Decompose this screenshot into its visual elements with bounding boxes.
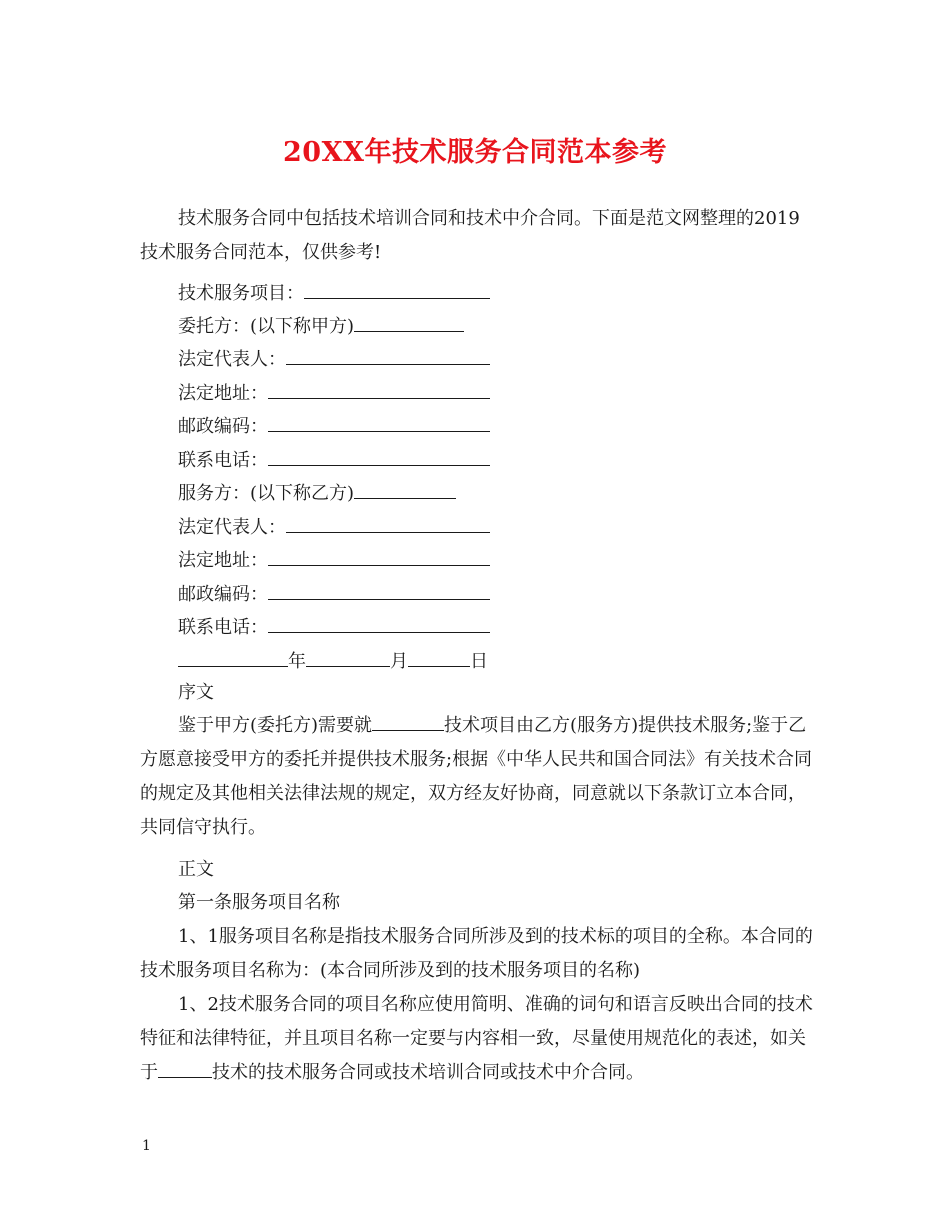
field-label: 邮政编码： [178, 584, 268, 605]
field-client [178, 313, 464, 339]
date-year: 年 [288, 651, 306, 672]
document-title: 20XX年技术服务合同范本参考 [283, 137, 667, 168]
field-provider-postcode [178, 581, 490, 607]
date-day: 日 [470, 651, 488, 672]
blank-line [268, 380, 490, 399]
field-provider-phone [178, 614, 490, 640]
clause-1-2 [140, 988, 815, 1090]
blank-line [158, 1059, 212, 1078]
date-month: 月 [390, 651, 408, 672]
field-label: 法定地址： [178, 383, 268, 404]
field-provider [178, 480, 456, 506]
preface-paragraph [140, 709, 815, 845]
field-provider-rep [178, 514, 490, 540]
preface-text-1: 鉴于甲方(委托方)需要就 [178, 715, 373, 736]
field-label: 委托方：(以下称甲方) [178, 316, 355, 337]
field-label: 法定代表人： [178, 517, 286, 538]
field-label: 联系电话： [178, 617, 268, 638]
field-client-phone [178, 447, 490, 473]
blank-line [178, 648, 288, 667]
field-label: 法定代表人： [178, 349, 286, 370]
blank-line [286, 346, 490, 365]
blank-line [354, 313, 464, 332]
field-client-address [178, 380, 490, 406]
blank-line [268, 614, 490, 633]
field-label: 服务方：(以下称乙方) [178, 483, 355, 504]
date-line [178, 648, 488, 674]
intro-paragraph: 技术服务合同中包括技术培训合同和技术中介合同。下面是范文网整理的2019技术服务合同范本，仅供参考! [140, 208, 800, 263]
blank-line [408, 648, 470, 667]
field-label: 联系电话： [178, 450, 268, 471]
page-number: 1 [142, 1138, 151, 1154]
blank-line [268, 447, 490, 466]
blank-line [268, 413, 490, 432]
field-label: 法定地址： [178, 550, 268, 571]
blank-line [304, 280, 490, 299]
field-provider-address [178, 547, 490, 573]
clause-1-1: 1、1服务项目名称是指技术服务合同所涉及到的技术标的项目的全称。本合同的技术服务项目名称为：(本合同所涉及到的技术服务项目的名称) [140, 926, 813, 981]
blank-line [268, 581, 490, 600]
preface-text-2: 技术项目由乙方(服务方)提供技术服务;鉴于乙方愿意接受甲方的委托并提供技术服务;根据《中华人民共和国合同法》有关技术合同的规定及其他相关法律法规的规定，双方经友好协商，同意就以下条款订立本合同，共同信守执行。 [140, 715, 813, 838]
blank-line [268, 547, 490, 566]
blank-line [372, 712, 444, 731]
clause-1-2-text-2: 技术的技术服务合同或技术培训合同或技术中介合同。 [212, 1062, 644, 1083]
blank-line [306, 648, 390, 667]
preface-heading: 序文 [178, 682, 214, 703]
field-service-project [178, 280, 490, 306]
field-label: 技术服务项目： [178, 283, 304, 304]
article-1-heading: 第一条服务项目名称 [178, 892, 340, 913]
field-label: 邮政编码： [178, 416, 268, 437]
blank-line [286, 514, 490, 533]
clause-1-2-text-1: 1、2技术服务合同的项目名称应使用简明、准确的词句和语言反映出合同的技术特征和法律特征，并且项目名称一定要与内容相一致，尽量使用规范化的表述，如关于 [140, 994, 813, 1083]
blank-line [354, 480, 456, 499]
field-client-rep [178, 346, 490, 372]
body-heading: 正文 [178, 859, 214, 880]
field-client-postcode [178, 413, 490, 439]
